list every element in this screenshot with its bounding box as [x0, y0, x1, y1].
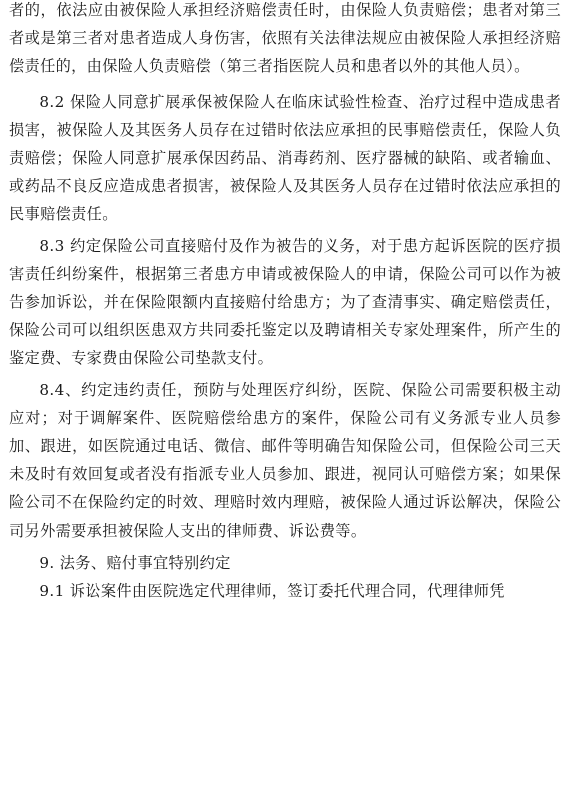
- paragraph-8-2: 8.2 保险人同意扩展承保被保险人在临床试验性检查、治疗过程中造成患者损害，被保险人及其医务人员存在过错时依法应承担的民事赔偿责任，保险人负责赔偿；保险人同意扩展承保因药品、消毒药剂、医疗器械的缺陷、或者输血、或药品不良反应造成患者损害，被保险人及其医务人员存在过错时依法应承担的民事赔偿责任。: [9, 92, 561, 224]
- paragraph-9-1: 9.1 诉讼案件由医院选定代理律师，签订委托代理合同，代理律师凭: [39, 582, 505, 601]
- paragraph-8-3: 8.3 约定保险公司直接赔付及作为被告的义务，对于患方起诉医院的医疗损害责任纠纷案件，根据第三者患方申请或被保险人的申请，保险公司可以作为被告参加诉讼，并在保险限额内直接赔付给患方；为了查清事实、确定赔偿责任，保险公司可以组织医患双方共同委托鉴定以及聘请相关专家处理案件，所产生的鉴定费、专家费由保险公司垫款支付。: [9, 236, 561, 368]
- paragraph-continuation: 者的，依法应由被保险人承担经济赔偿责任时，由保险人负责赔偿；患者对第三者或是第三者对患者造成人身伤害，依照有关法律法规应由被保险人承担经济赔偿责任的，由保险人负责赔偿（第三者指医院人员和患者以外的其他人员）。: [9, 1, 561, 76]
- section-heading-9: 9. 法务、赔付事宜特别约定: [39, 553, 231, 572]
- paragraph-8-4: 8.4、约定违约责任，预防与处理医疗纠纷，医院、保险公司需要积极主动应对；对于调解案件、医院赔偿给患方的案件，保险公司有义务派专业人员参加、跟进，如医院通过电话、微信、邮件等明确告知保险公司，但保险公司三天未及时有效回复或者没有指派专业人员参加、跟进，视同认可赔偿方案；如果保险公司不在保险约定的时效、理赔时效内理赔，被保险人通过诉讼解决，保险公司另外需要承担被保险人支出的律师费、诉讼费等。: [9, 380, 561, 540]
